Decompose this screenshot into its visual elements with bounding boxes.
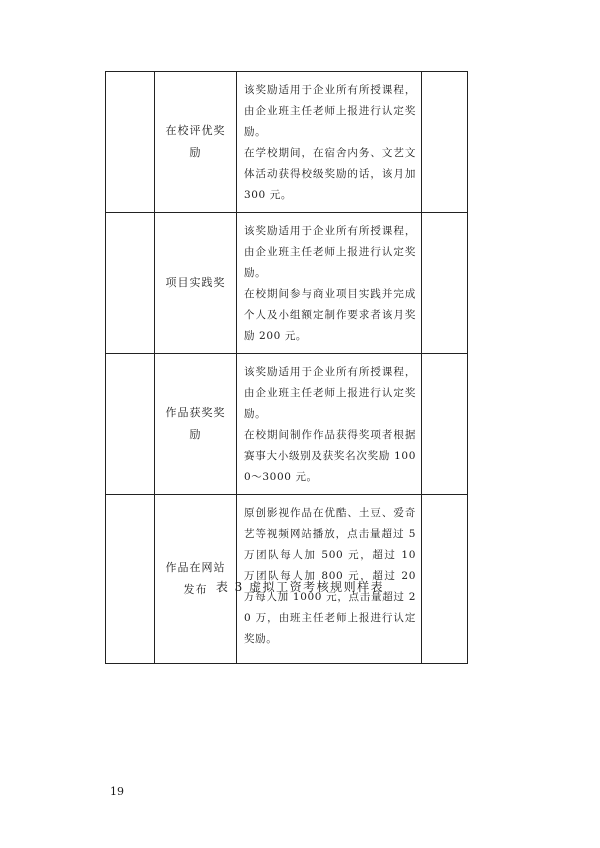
table-row [106,354,468,495]
table-row [106,213,468,354]
remark-cell [422,72,468,213]
reward-desc-text: 该奖励适用于企业所有所授课程，由企业班主任老师上报进行认定奖励。 [244,84,416,138]
reward-desc-text: 在学校期间，在宿舍内务、文艺文体活动获得校级奖励的话，该月加 300 元。 [244,147,416,201]
category-cell [106,354,155,495]
page-number: 19 [110,785,124,798]
reward-rules-table [105,71,468,664]
reward-name-cell: 作品获奖奖励 [155,354,237,495]
reward-desc-cell [237,354,422,495]
reward-desc-text: 该奖励适用于企业所有所授课程，由企业班主任老师上报进行认定奖励。 [244,225,416,279]
reward-desc-text: 原创影视作品在优酷、土豆、爱奇艺等视频网站播放，点击量超过 5 万团队每人加 500 元，超过 10 万团队每人加 800 元，超过 20 万每人加 1000 元，点击量超过 20 万，由班主任老师上报进行认定奖励。 [244,507,416,645]
table-caption: 表 3 虚拟工资考核规则样表 [215,580,385,594]
remark-cell [422,354,468,495]
category-cell [106,213,155,354]
remark-cell [422,213,468,354]
reward-desc-text: 该奖励适用于企业所有所授课程，由企业班主任老师上报进行认定奖励。 [244,366,416,420]
category-cell [106,72,155,213]
reward-desc-cell [237,72,422,213]
reward-name-cell: 项目实践奖 [155,213,237,354]
reward-desc-text: 在校期间制作作品获得奖项者根据赛事大小级别及获奖名次奖励 1000～3000 元。 [244,429,416,483]
table-row [106,72,468,213]
reward-desc-cell [237,213,422,354]
reward-desc-text: 在校期间参与商业项目实践并完成个人及小组额定制作要求者该月奖励 200 元。 [244,288,416,342]
reward-name-cell: 在校评优奖励 [155,72,237,213]
reward-name-cell: 作品在网站发布 [155,495,237,664]
